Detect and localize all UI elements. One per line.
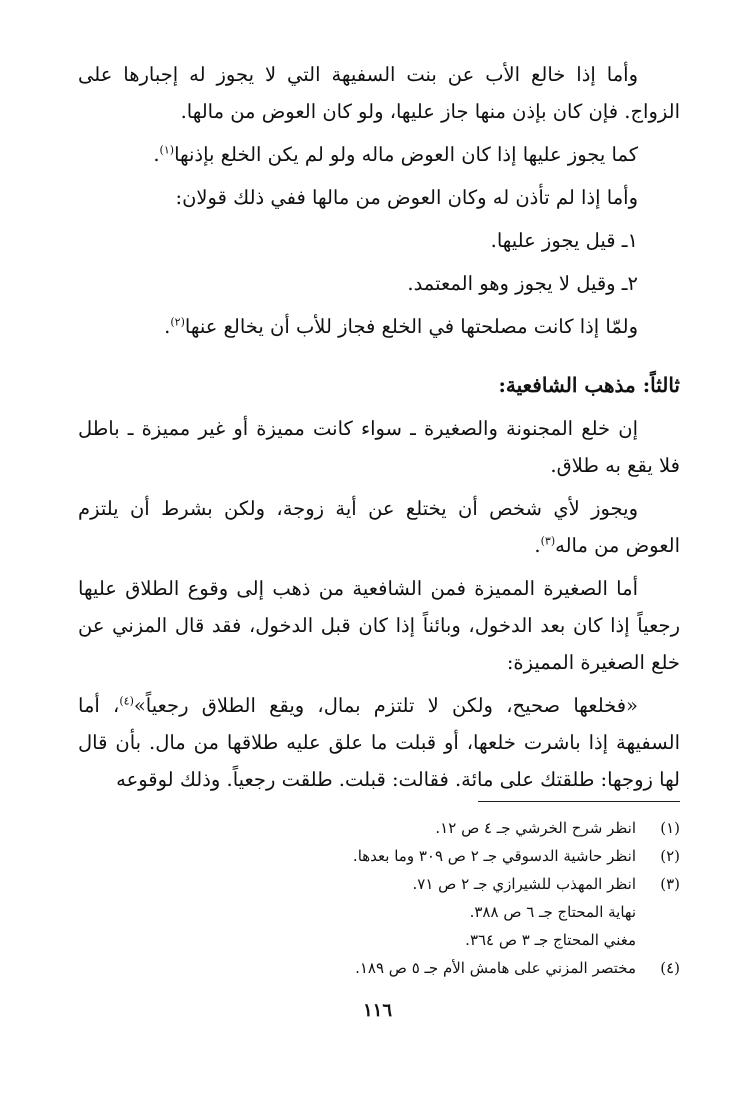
footnote-ref: (٣) xyxy=(540,534,556,548)
section-heading: ثالثاً: مذهب الشافعية: xyxy=(498,373,680,397)
footnote-number: (٢) xyxy=(660,847,680,865)
footnote xyxy=(78,954,680,982)
footnote-number: (٣) xyxy=(660,875,680,893)
footnote-divider xyxy=(478,801,680,802)
paragraph xyxy=(78,490,680,564)
paragraph: وأما إذا لم تأذن له وكان العوض من مالها ففي ذلك قولان: xyxy=(175,186,638,209)
footnote-number: (١) xyxy=(660,819,680,837)
footnote-ref: (١) xyxy=(159,143,175,157)
footnote-continuation: مغني المحتاج جـ ٣ ص ٣٦٤. xyxy=(465,931,636,949)
list-item: ٢ـ وقيل لا يجوز وهو المعتمد. xyxy=(407,272,638,295)
list-item: ١ـ قيل يجوز عليها. xyxy=(490,229,638,252)
footnotes xyxy=(78,814,680,982)
paragraph-text: ، أما السفيهة إذا باشرت خلعها، أو قبلت ما علق عليه طلاقها من مال. بأن قال لها زوجها: طلقتك على مائة. فقالت: قبلت. طلقت رجعياً. وذلك لوقوعه xyxy=(78,694,680,791)
paragraph: إن خلع المجنونة والصغيرة ـ سواء كانت مميزة أو غير مميزة ـ باطل فلا يقع به طلاق. xyxy=(78,417,680,477)
footnote-text: انظر المهذب للشيرازي جـ ٢ ص ٧١. xyxy=(412,875,636,893)
paragraph xyxy=(78,308,680,345)
footnote-text: انظر شرح الخرشي جـ ٤ ص ١٢. xyxy=(435,819,636,837)
main-text xyxy=(78,56,680,804)
paragraph-text: كما يجوز عليها إذا كان العوض ماله ولو لم يكن الخلع بإذنها xyxy=(174,143,638,166)
paragraph: وأما إذا خالع الأب عن بنت السفيهة التي لا يجوز له إجبارها على الزواج. فإن كان بإذن منها جاز عليها، ولو كان العوض من مالها. xyxy=(78,63,680,123)
page-number: ١١٦ xyxy=(362,1000,392,1021)
paragraph: أما الصغيرة المميزة فمن الشافعية من ذهب إلى وقوع الطلاق عليها رجعياً إذا كان بعد الدخول، وبائناً إذا كان قبل الدخول، فقد قال المزني عن خلع الصغيرة المميزة: xyxy=(78,577,680,674)
punctuation: . xyxy=(534,534,541,557)
quote-text: «فخلعها صحيح، ولكن لا تلتزم بمال، ويقع الطلاق رجعياً» xyxy=(133,694,638,717)
punctuation: . xyxy=(153,143,160,166)
footnote-continuation: نهاية المحتاج جـ ٦ ص ٣٨٨. xyxy=(469,903,636,921)
footnote xyxy=(78,842,680,870)
footnote-text: انظر حاشية الدسوقي جـ ٢ ص ٣٠٩ وما بعدها. xyxy=(352,847,636,865)
paragraph xyxy=(78,136,680,173)
footnote-ref: (٢) xyxy=(170,315,185,329)
footnote xyxy=(78,870,680,898)
paragraph-text: ويجوز لأي شخص أن يختلع عن أية زوجة، ولكن بشرط أن يلتزم العوض من ماله xyxy=(78,497,680,557)
footnote-number: (٤) xyxy=(660,959,680,977)
punctuation: . xyxy=(164,315,171,338)
footnote-ref: (٤) xyxy=(119,694,134,708)
paragraph xyxy=(78,687,680,798)
paragraph-text: ولمّا إذا كانت مصلحتها في الخلع فجاز للأب أن يخالع عنها xyxy=(184,315,638,338)
footnote-text: مختصر المزني على هامش الأم جـ ٥ ص ١٨٩. xyxy=(355,959,636,977)
footnote xyxy=(78,814,680,842)
